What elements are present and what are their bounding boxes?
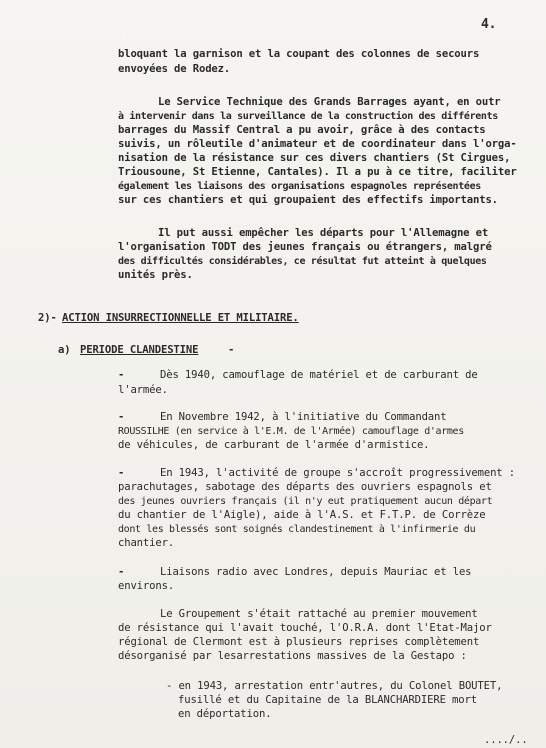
paragraph-line: sur ces chantiers et qui groupaient des effectifs importants. xyxy=(118,194,498,206)
paragraph-line: désorganisé par lesarrestations massives de la Gestapo : xyxy=(118,650,467,662)
paragraph-line: Le Service Technique des Grands Barrages ayant, en outr xyxy=(158,96,501,108)
list-item-line: En 1943, l'activité de groupe s'accroît progressivement : xyxy=(160,467,515,479)
bullet-dash: - xyxy=(118,566,125,578)
paragraph-line: à intervenir dans la surveillance de la construction des différents xyxy=(118,111,498,122)
paragraph-line: Triousoune, St Etienne, Cantales). Il a pu à ce titre, faciliter xyxy=(118,166,517,178)
list-item-line: de véhicules, de carburant de l'armée d'armistice. xyxy=(118,439,430,451)
paragraph-line: bloquant la garnison et la coupant des colonnes de secours xyxy=(118,48,480,60)
paragraph-line: Le Groupement s'était rattaché au premier mouvement xyxy=(160,608,478,620)
paragraph-line: l'organisation TODT des jeunes français ou étrangers, malgré xyxy=(118,241,492,253)
list-item-line: En Novembre 1942, à l'initiative du Commandant xyxy=(160,411,447,423)
page-number: 4. xyxy=(481,17,497,32)
list-item-line: environs. xyxy=(118,580,175,592)
subsection-title: PERIODE CLANDESTINE xyxy=(80,344,199,356)
section-title: ACTION INSURRECTIONNELLE ET MILITAIRE. xyxy=(62,312,299,324)
paragraph-line: régional de Clermont est à plusieurs reprises complètement xyxy=(118,636,480,648)
bullet-dash: - xyxy=(118,411,125,423)
paragraph-line: barrages du Massif Central a pu avoir, grâce à des contacts xyxy=(118,124,486,136)
bullet-dash: - xyxy=(118,467,125,479)
continuation-mark: ..../.. xyxy=(484,734,528,746)
list-item-line: des jeunes ouvriers français (il n'y eut pratiquement aucun départ xyxy=(118,496,493,507)
sub-item-line: - en 1943, arrestation entr'autres, du Colonel BOUTET, xyxy=(166,680,503,692)
list-item-line: parachutages, sabotage des départs des ouvriers espagnols et xyxy=(118,481,492,493)
paragraph-line: également les liaisons des organisations espagnoles représentées xyxy=(118,181,481,192)
list-item-line: dont les blessés sont soignés clandestinement à l'infirmerie du xyxy=(118,524,476,535)
paragraph-line: Il put aussi empêcher les départs pour l'Allemagne et xyxy=(158,227,489,239)
list-item-line: Dès 1940, camouflage de matériel et de carburant de xyxy=(160,369,478,381)
list-item-line: Liaisons radio avec Londres, depuis Mauriac et les xyxy=(160,566,472,578)
paragraph-line: des difficultés considérables, ce résultat fut atteint à quelques xyxy=(118,256,487,267)
paragraph-line: envoyées de Rodez. xyxy=(118,63,231,75)
paragraph-line: nisation de la résistance sur ces divers chantiers (St Cirgues, xyxy=(118,152,511,164)
paragraph-line: unités près. xyxy=(118,269,193,281)
paragraph-line: de résistance qui l'avait touché, l'O.R.A. dont l'Etat-Major xyxy=(118,622,492,634)
section-number: 2)- xyxy=(38,312,57,324)
subsection-dash: - xyxy=(228,344,235,356)
list-item-line: du chantier de l'Aigle), aide à l'A.S. et F.T.P. de Corrèze xyxy=(118,509,486,521)
paragraph-line: suivis, un rôleutile d'animateur et de coordinateur dans l'orga- xyxy=(118,138,517,150)
subsection-letter: a) xyxy=(58,344,71,356)
sub-item-line: en déportation. xyxy=(178,708,272,720)
sub-item-line: fusillé et du Capitaine de la BLANCHARDIERE mort xyxy=(178,694,477,706)
list-item-line: l'armée. xyxy=(118,384,168,396)
list-item-line: ROUSSILHE (en service à l'E.M. de l'Armée) camouflage d'armes xyxy=(118,426,464,437)
list-item-line: chantier. xyxy=(118,537,175,549)
bullet-dash: - xyxy=(118,369,125,381)
